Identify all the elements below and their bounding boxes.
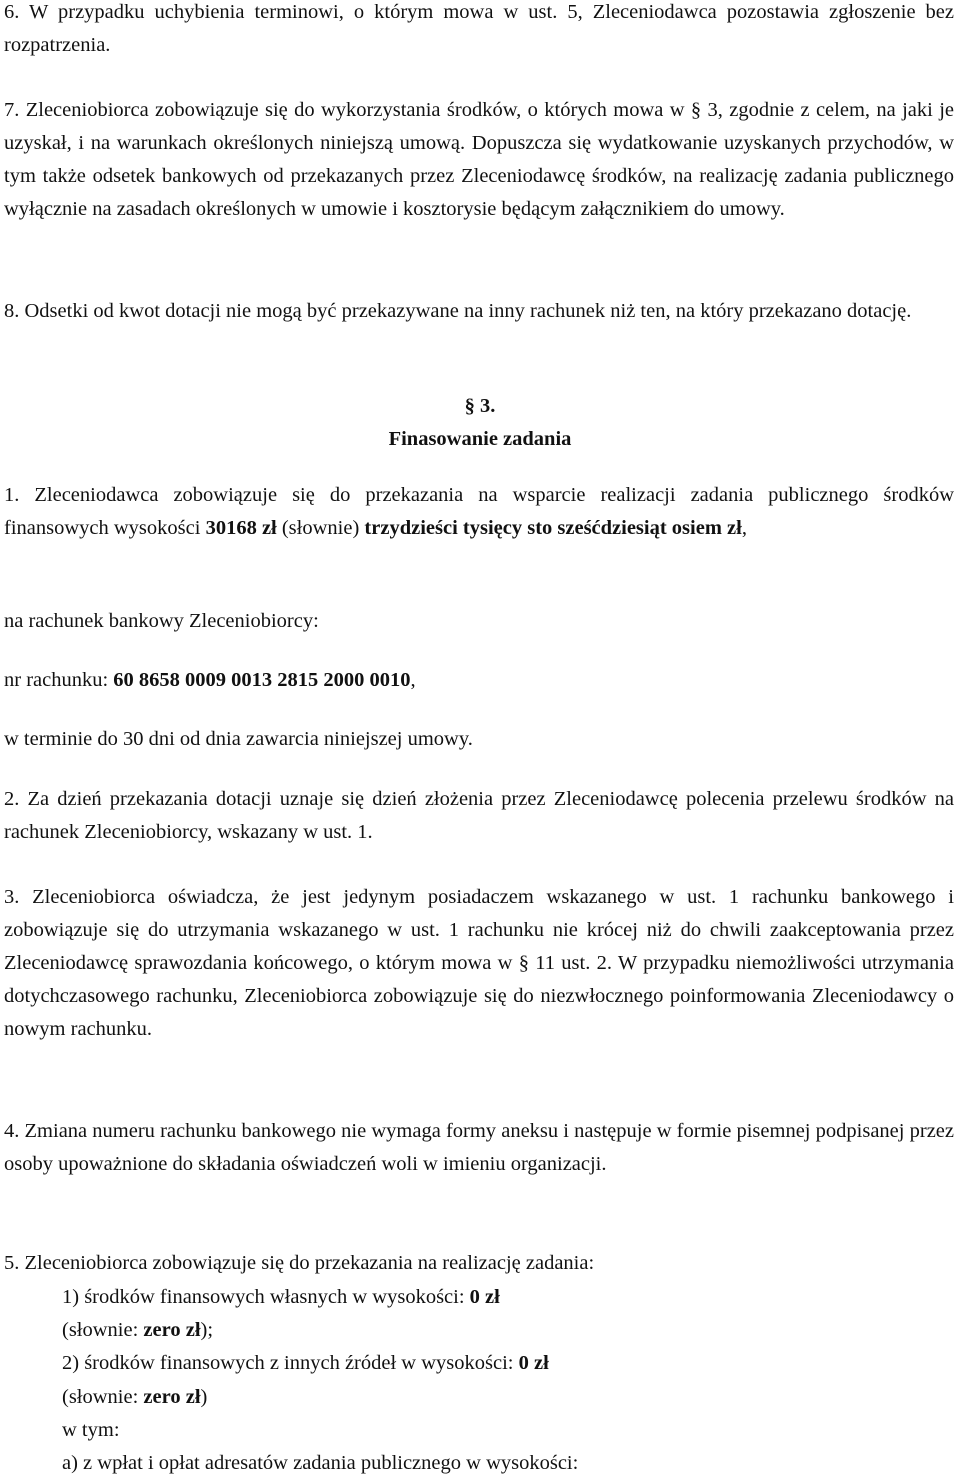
item-1-words-line — [62, 1314, 213, 1347]
item-2-words: zero zł — [143, 1386, 201, 1408]
paragraph-1-mid: (słownie) — [276, 517, 365, 539]
paragraph-2-transfer-date: 2. Za dzień przekazania dotacji uznaje się dzień złożenia przez Zleceniodawcę polecenia przelewu środków na rachunek Zleceniobiorcy, wskazany w ust. 1. — [4, 788, 954, 843]
paragraph-1-suffix: , — [741, 517, 747, 539]
account-line — [4, 664, 416, 697]
item-2-words-line — [62, 1381, 207, 1414]
section-7-paragraph: 7. Zleceniobiorca zobowiązuje się do wykorzystania środków, o których mowa w § 3, zgodnie z celem, na jaki je uzyskał, i na warunkach określonych niniejszą umową. Dopuszcza się wydatkowanie uzyskanych przychodów, w tym także odsetek bankowych od przekazanych przez Zleceniodawcę środków, na realizację zadania publicznego wyłącznie na zasadach określonych w umowie i kosztorysie będącym załącznikiem do umowy. — [4, 99, 954, 220]
item-1-words-suffix: ); — [200, 1319, 214, 1341]
item-2-label: 2) środków finansowych z innych źródeł w wysokości: — [62, 1352, 519, 1374]
account-intro: na rachunek bankowy Zleceniobiorcy: — [4, 610, 319, 632]
paragraph-1-prefix: 1. Zleceniodawca zobowiązuje się do przekazania na wsparcie realizacji zadania publicznego środków finansowych wysokości — [4, 484, 954, 539]
paragraph-5-intro: 5. Zleceniobiorca zobowiązuje się do przekazania na realizację zadania: — [4, 1252, 595, 1274]
item-1-own-funds — [62, 1281, 500, 1314]
item-2-words-prefix: (słownie: — [62, 1386, 144, 1408]
including-label: w tym: — [62, 1419, 120, 1441]
section-6-paragraph: 6. W przypadku uchybienia terminowi, o którym mowa w ust. 5, Zleceniodawca pozostawia zgłoszenie bez rozpatrzenia. — [4, 1, 954, 56]
account-suffix: , — [410, 669, 416, 691]
account-number: 60 8658 0009 0013 2815 2000 0010 — [113, 669, 411, 691]
item-2-words-suffix: ) — [200, 1386, 208, 1408]
paragraph-4-account-change: 4. Zmiana numeru rachunku bankowego nie wymaga formy aneksu i następuje w formie pisemnej podpisanej przez osoby upoważnione do składania oświadczeń woli w imieniu organizacji. — [4, 1120, 954, 1175]
section-8-paragraph: 8. Odsetki od kwot dotacji nie mogą być przekazywane na inny rachunek niż ten, na który przekazano dotację. — [4, 300, 912, 322]
account-label: nr rachunku: — [4, 669, 114, 691]
paragraph-3-account-holder: 3. Zleceniobiorca oświadcza, że jest jedynym posiadaczem wskazanego w ust. 1 rachunku bankowego i zobowiązuje się do utrzymania wskazanego w ust. 1 rachunku nie krócej niż do chwili zaakceptowania przez Zleceniodawcę sprawozdania końcowego, o którym mowa w § 11 ust. 2. W przypadku niemożliwości utrzymania dotychczasowego rachunku, Zleceniobiorca zobowiązuje się do niezwłocznego poinformowania Zleceniodawcy o nowym rachunku. — [4, 886, 954, 1040]
paragraph-1-funding — [4, 479, 954, 545]
item-1-label: 1) środków finansowych własnych w wysokości: — [62, 1286, 470, 1308]
item-1-words: zero zł — [143, 1319, 201, 1341]
item-1-words-prefix: (słownie: — [62, 1319, 144, 1341]
item-2-amount: 0 zł — [518, 1352, 549, 1374]
item-1-amount: 0 zł — [469, 1286, 500, 1308]
item-2-other-funds — [62, 1347, 549, 1380]
item-a-fees: a) z wpłat i opłat adresatów zadania publicznego w wysokości: — [62, 1452, 579, 1474]
funding-amount: 30168 zł — [205, 517, 277, 539]
funding-amount-words: trzydzieści tysięcy sto sześćdziesiąt osiem zł — [364, 517, 742, 539]
section-title-heading: Finasowanie zadania — [388, 428, 572, 450]
section-number-heading: § 3. — [464, 395, 496, 417]
transfer-deadline: w terminie do 30 dni od dnia zawarcia niniejszej umowy. — [4, 728, 473, 750]
